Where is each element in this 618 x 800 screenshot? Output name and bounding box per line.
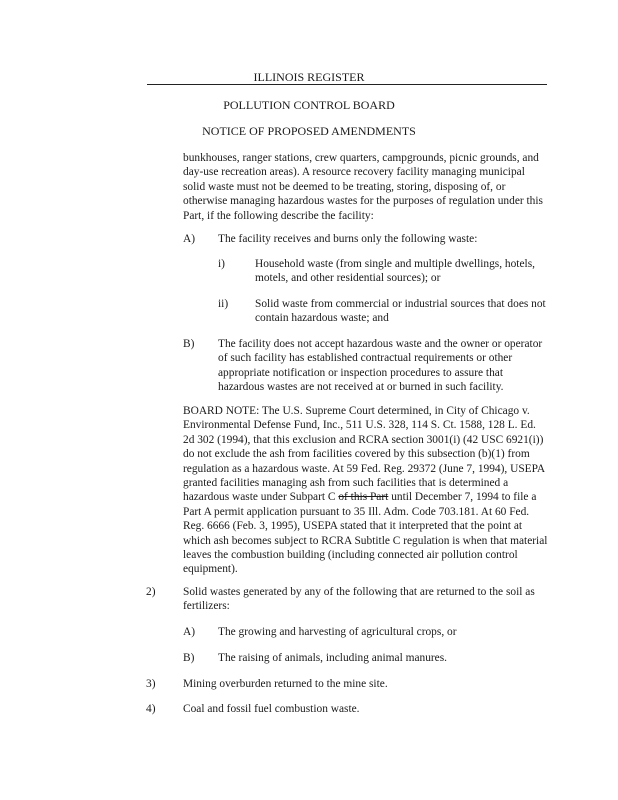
item-3-label: 3) [146,678,156,690]
item-3-text: Mining overburden returned to the mine site. [183,678,388,690]
notice-title: NOTICE OF PROPOSED AMENDMENTS [202,124,416,138]
board-note [183,404,549,577]
item-a-text: The facility receives and burns only the following waste: [218,233,478,245]
item-a-ii-text: Solid waste from commercial or industrial sources that does not contain hazardous waste; and [255,298,546,325]
item-4-text: Coal and fossil fuel combustion waste. [183,703,360,715]
item-2-a-label: A) [183,626,196,638]
header-rule [147,84,547,85]
item-2-label: 2) [146,586,156,598]
board-title: POLLUTION CONTROL BOARD [223,98,395,112]
item-2-b-text: The raising of animals, including animal manures. [218,652,448,664]
intro-paragraph: bunkhouses, ranger stations, crew quarters, campgrounds, picnic grounds, and day-use recreation areas). A resource recovery facility managing municipal solid waste must not be deemed to be treating, storing, disposing of, or otherwise managing hazardous wastes for the purposes of regulation under this Part, if the following describe the facility: [183,152,543,222]
item-2-b-label: B) [183,652,195,664]
item-a-i-text: Household waste (from single and multiple dwellings, hotels, motels, and other residential sources); or [255,258,535,285]
board-note-part2: until December 7, 1994 to file a Part A permit application pursuant to 35 Ill. Adm. Code 703.181. At 60 Fed. Reg. 6666 (Feb. 3, 1995), USEPA stated that it interpreted that the point at which ash becomes subject to RCRA Subtitle C regulation is when that material leaves the combustion building (including connected air pollution control equipment). [183,491,548,576]
item-a-label: A) [183,233,196,245]
item-b-text: The facility does not accept hazardous waste and the owner or operator of such facility has established contractual requirements or other appropriate notification or inspection procedures to assure that hazardous wastes are not received at or burned in such facility. [218,338,543,394]
item-2-a-text: The growing and harvesting of agricultural crops, or [218,626,457,638]
board-note-part1: BOARD NOTE: The U.S. Supreme Court determined, in City of Chicago v. Environmental Defense Fund, Inc., 511 U.S. 328, 114 S. Ct. 1588, 128 L. Ed. 2d 302 (1994), that this exclusion and RCRA section 3001(i) (42 USC 6921(i)) do not exclude the ash from facilities covered by this subsection (b)(1) from regulation as a hazardous waste. At 59 Fed. Reg. 29372 (June 7, 1994), USEPA granted facilities managing ash from such facilities that is determined a hazardous waste under Subpart C [183,405,545,504]
item-4-label: 4) [146,703,156,715]
item-b-label: B) [183,338,195,350]
board-note-struck-text: of this Part [338,491,389,504]
item-a-i-label: i) [218,258,225,270]
register-title: ILLINOIS REGISTER [253,70,365,84]
item-a-ii-label: ii) [218,298,229,310]
item-2-text: Solid wastes generated by any of the following that are returned to the soil as fertilizers: [183,586,535,613]
